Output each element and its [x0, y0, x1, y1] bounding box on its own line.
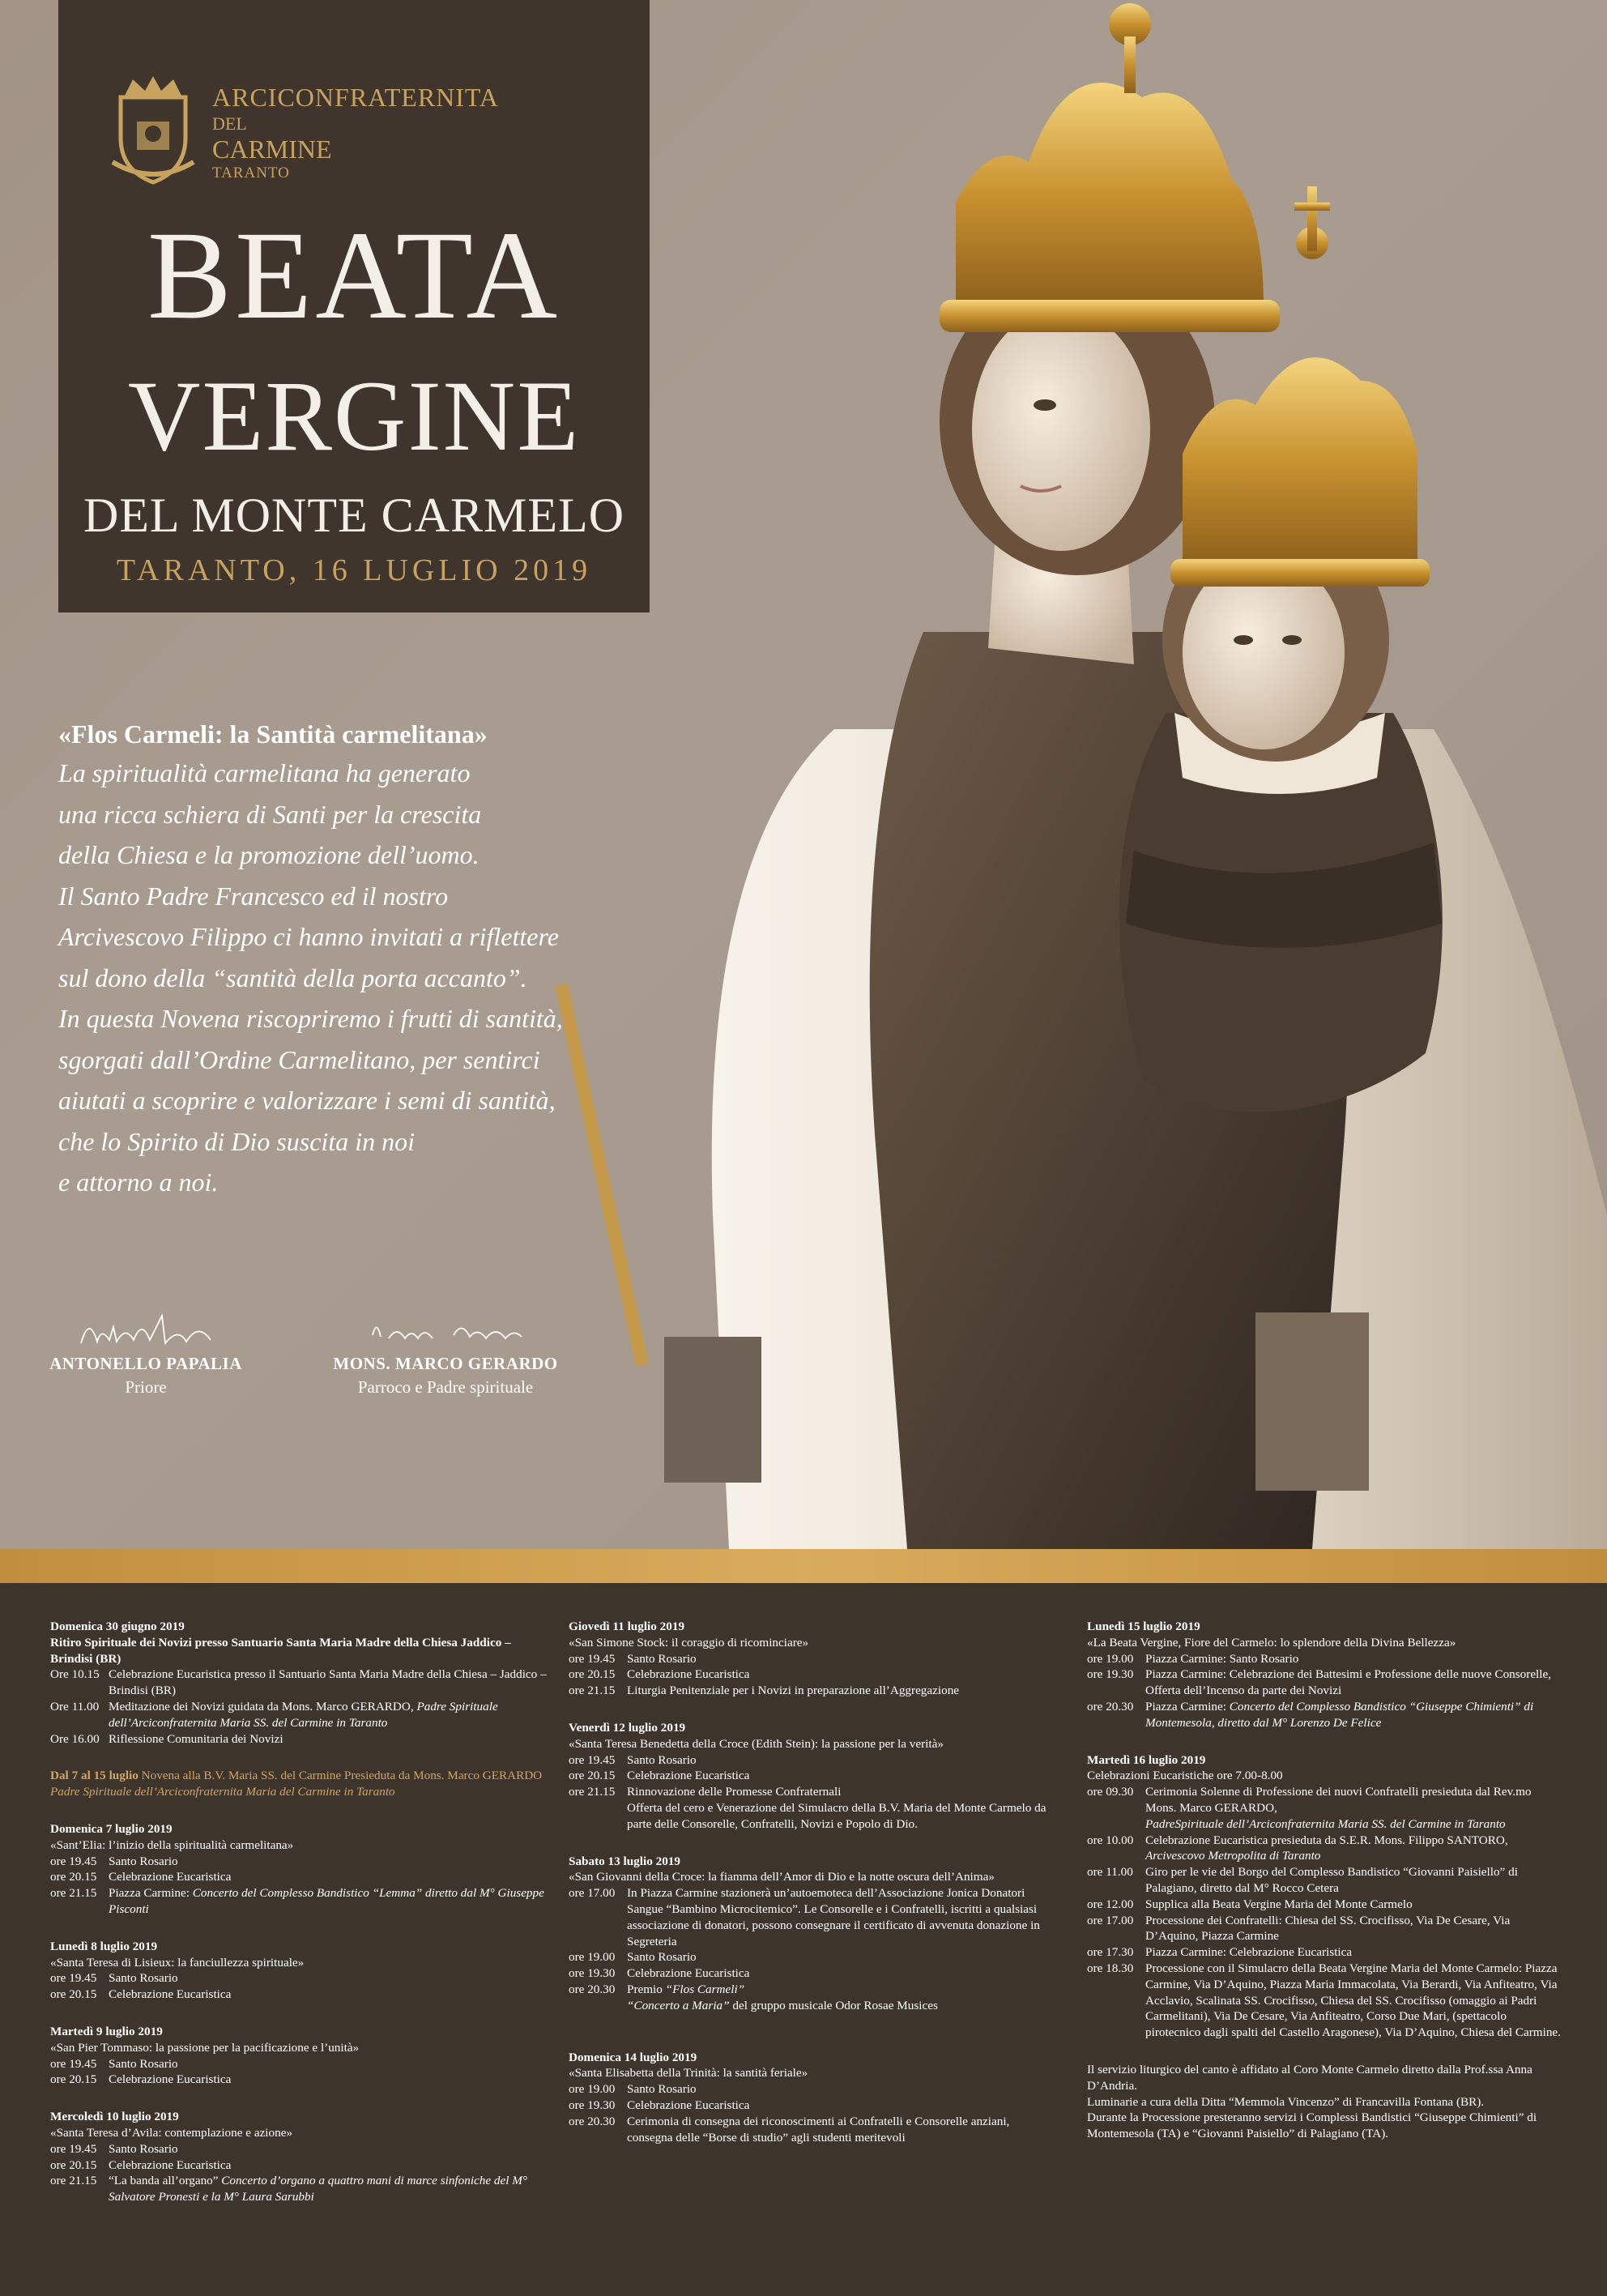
- program-row: [50, 2072, 552, 2088]
- row-text: Cerimonia di consegna dei riconoscimenti ai Confratelli e Consorelle anziani, consegna delle “Borse di studio” agli studenti meritevoli: [627, 2114, 1010, 2144]
- program-row: [50, 2173, 552, 2205]
- program-row: [569, 1982, 1046, 1998]
- program-row: [569, 1949, 1046, 1965]
- row-time: ore 20.15: [50, 2072, 97, 2087]
- row-text: Processione con il Simulacro della Beata Vergine Maria del Monte Carmelo: Piazza Carmine, Via D’Aquino, Piazza Maria Immacolata, Via Berardi, Via Anfiteatro, Via Acclavio, Scalinata SS. Crocifisso, Chiesa del SS. Crocifisso (omaggio ai Padri Carmelitani), Via De Cesare, Via Anfiteatro, Corso Due Mari, (spettacolo pirotecnico dagli spalti del Castello Aragonese), Via D’Aquino, Chiesa del Carmine.: [1145, 1961, 1561, 2040]
- signer-role: Priore: [125, 1377, 167, 1397]
- program-column-3: [1087, 1619, 1565, 2142]
- footer-note: Luminarie a cura della Ditta “Memmola Vincenzo” di Francavilla Fontana (BR).: [1087, 2094, 1485, 2109]
- row-text: Riflessione Comunitaria dei Novizi: [109, 1731, 283, 1746]
- program-row: [50, 1885, 552, 1918]
- day-date: Venerdì 12 luglio 2019: [569, 1720, 686, 1735]
- row-time: ore 20.30: [569, 1982, 616, 1996]
- day-theme: Celebrazioni Eucaristiche ore 7.00-8.00: [1087, 1769, 1283, 1783]
- row-text: Santo Rosario: [627, 1651, 697, 1666]
- footer-note: Il servizio liturgico del canto è affidato al Coro Monte Carmelo diretto dalla Prof.ssa Anna D’Andria.: [1087, 2062, 1532, 2093]
- row-text: Celebrazione Eucaristica presso il Santuario Santa Maria Madre della Chiesa – Jaddico – Brindisi (BR): [109, 1667, 547, 1698]
- intro-line: che lo Spirito di Dio suscita in noi: [58, 1126, 415, 1156]
- novena-text: Novena alla B.V. Maria SS. del Carmine Presieduta da Mons. Marco GERARDO: [141, 1769, 543, 1783]
- title-line1: BEATA: [147, 205, 561, 345]
- intro-line: della Chiesa e la promozione dell’uomo.: [58, 840, 480, 869]
- program-row: [569, 1768, 1046, 1784]
- row-time: ore 10.00: [1087, 1833, 1134, 1847]
- handwritten-signature: [340, 1311, 551, 1350]
- title-line3: DEL MONTE CARMELO: [83, 489, 625, 542]
- row-time: ore 09.30: [1087, 1785, 1134, 1799]
- row-time: ore 19.30: [569, 1966, 616, 1981]
- program-day: [1087, 1619, 1565, 1731]
- intro-line: sgorgati dall’Ordine Carmelitano, per sentirci: [58, 1044, 540, 1074]
- day-theme: «San Giovanni della Croce: la fiamma dell’Amor di Dio e la notte oscura dell’Anima»: [569, 1870, 995, 1884]
- program-row: [1087, 1864, 1565, 1897]
- program-row: [1087, 1651, 1565, 1667]
- signature-parroco: [324, 1311, 567, 1398]
- footer-note: Durante la Processione presteranno servizi i Complessi Bandistici “Giuseppe Chimienti” di Montemesola (TA) e “Giovanni Paisiello” di Palagiano (TA).: [1087, 2110, 1537, 2141]
- row-time: ore 19.30: [569, 2098, 616, 2112]
- row-text: Rinnovazione delle Promesse Confraternali: [627, 1785, 842, 1799]
- signer-name: MONS. MARCO GERARDO: [333, 1354, 558, 1373]
- day-theme: «Santa Elisabetta della Trinità: la santità feriale»: [569, 2066, 808, 2080]
- row-text-italic: Concerto d’organo a quattro mani di marce sinfoniche del M° Salvatore Pronesti e la M° Laura Sarubbi: [109, 2174, 527, 2204]
- row-text: Processione dei Confratelli: Chiesa del SS. Crocifisso, Via De Cesare, Via D’Aquino, Piazza Carmine: [1145, 1913, 1511, 1944]
- program-column-1: [50, 1619, 552, 2226]
- program-day: [50, 1821, 552, 1918]
- intro-line: sul dono della “santità della porta accanto”.: [58, 962, 527, 992]
- handwritten-signature: [65, 1311, 227, 1350]
- footer-notes: [1087, 2062, 1565, 2142]
- signer-name: ANTONELLO PAPALIA: [49, 1354, 242, 1373]
- row-text-italic: Concerto del Complesso Bandistico “Giuseppe Chimienti” di Montemesola, diretto dal M° Lorenzo De Felice: [1145, 1699, 1534, 1730]
- row-time: ore 21.15: [50, 1886, 97, 1901]
- program-row: [50, 1970, 552, 1987]
- row-text: Santo Rosario: [627, 1950, 697, 1965]
- row-text: Premio: [627, 1982, 663, 1996]
- row-text: Santo Rosario: [627, 1752, 697, 1767]
- madonna-statue-image: [502, 0, 1607, 1549]
- program-row: [50, 1731, 552, 1748]
- row-time: ore 19.00: [569, 2082, 616, 2097]
- program-row: [50, 1667, 552, 1699]
- intro-line: e attorno a noi.: [58, 1167, 219, 1197]
- row-text-italic: PadreSpirituale dell’Arciconfraternita Maria SS. del Carmine in Taranto: [1145, 1816, 1506, 1831]
- row-time: ore 19.30: [1087, 1667, 1134, 1682]
- row-time: ore 21.15: [569, 1785, 616, 1799]
- row-text-italic: Concerto del Complesso Bandistico “Lemma” diretto dal M° Giuseppe Pisconti: [109, 1886, 544, 1916]
- program-row: [50, 1987, 552, 2003]
- program-row: [1087, 1699, 1565, 1731]
- program-row: [1087, 1961, 1565, 2041]
- intro-line: una ricca schiera di Santi per la crescita: [58, 799, 482, 829]
- day-date: Sabato 13 luglio 2019: [569, 1854, 680, 1868]
- row-text: Celebrazione Eucaristica: [627, 1769, 750, 1783]
- row-time: ore 17.00: [1087, 1913, 1134, 1927]
- intro-line: Il Santo Padre Francesco ed il nostro: [58, 881, 449, 911]
- day-theme: «Santa Teresa d’Avila: contemplazione e azione»: [50, 2125, 293, 2140]
- novena-dates: Dal 7 al 15 luglio: [50, 1769, 139, 1783]
- row-time: ore 20.15: [569, 1769, 616, 1783]
- confraternity-crest-icon: [109, 73, 198, 186]
- signature-priore: [49, 1311, 243, 1398]
- row-extra-text: del gruppo musicale Odor Rosae Musices: [732, 1998, 938, 2012]
- row-text-italic: Padre Spirituale dell’Arciconfraternita Maria SS. del Carmine in Taranto: [109, 1699, 498, 1730]
- row-time: ore 19.45: [50, 2141, 97, 2156]
- program-row: [50, 2157, 552, 2174]
- program-day: [569, 1619, 1046, 1699]
- day-date: Lunedì 15 luglio 2019: [1087, 1620, 1200, 1633]
- program-row: [50, 2141, 552, 2157]
- program-row: [50, 1869, 552, 1885]
- day-theme: «La Beata Vergine, Fiore del Carmelo: lo splendore della Divina Bellezza»: [1087, 1635, 1456, 1649]
- row-extra: [569, 1998, 1046, 2014]
- signer-role: Parroco e Padre spirituale: [357, 1377, 534, 1397]
- program-day: [569, 2050, 1046, 2146]
- row-time: Ore 11.00: [50, 1699, 100, 1713]
- row-text: Celebrazione Eucaristica: [109, 2157, 232, 2172]
- row-time: ore 20.30: [569, 2114, 616, 2128]
- program-row: [569, 1667, 1046, 1683]
- row-text: In Piazza Carmine stazionerà un’autoemoteca dell’Associazione Jonica Donatori Sangue “Bambino Microcitemico”. Le Consorelle e i Confratelli, iscritti a qualsiasi associazione di donatori, possono consegnare il certificato di avvenuta donazione in Segreteria: [627, 1886, 1040, 1948]
- row-text: Santo Rosario: [627, 2082, 697, 2097]
- day-theme: «Santa Teresa di Lisieux: la fanciullezza spirituale»: [50, 1955, 305, 1970]
- row-time: ore 17.00: [569, 1886, 616, 1901]
- row-time: ore 20.15: [50, 2157, 97, 2172]
- row-text: “La banda all’organo”: [109, 2174, 219, 2188]
- row-time: ore 17.30: [1087, 1945, 1134, 1960]
- row-time: ore 20.15: [50, 1870, 97, 1884]
- intro-line: In questa Novena riscopriremo i frutti di santità,: [58, 1004, 563, 1033]
- intro-line: La spiritualità carmelitana ha generato: [58, 758, 471, 787]
- day-date: Domenica 7 luglio 2019: [50, 1821, 173, 1836]
- row-time: ore 20.30: [1087, 1699, 1134, 1713]
- program-row: [1087, 1944, 1565, 1961]
- program-day: [1087, 1752, 1565, 2041]
- row-time: ore 19.45: [569, 1651, 616, 1666]
- program-row: [50, 2056, 552, 2072]
- row-text: Santo Rosario: [109, 2141, 178, 2156]
- program-row: [569, 1651, 1046, 1667]
- title-line2: VERGINE: [127, 361, 581, 472]
- row-time: ore 19.00: [1087, 1651, 1134, 1666]
- row-time: ore 19.45: [569, 1752, 616, 1767]
- row-text: Meditazione dei Novizi guidata da Mons. Marco GERARDO,: [109, 1699, 414, 1713]
- row-text: Piazza Carmine: Santo Rosario: [1145, 1651, 1299, 1666]
- program-day: [50, 1619, 552, 1747]
- day-date: Giovedì 11 luglio 2019: [569, 1620, 685, 1633]
- row-time: ore 19.45: [50, 1854, 97, 1868]
- program-day: [50, 2024, 552, 2088]
- org-line4: TARANTO: [212, 164, 290, 181]
- program-row: [569, 2098, 1046, 2114]
- row-text: Giro per le vie del Borgo del Complesso Bandistico “Giovanni Paisiello” di Palagiano, diretto dal M° Rocco Cetera: [1145, 1865, 1518, 1895]
- program-day: [50, 2109, 552, 2205]
- program-row: [569, 1965, 1046, 1982]
- row-text: Celebrazione Eucaristica: [109, 2072, 232, 2087]
- row-time: Ore 16.00: [50, 1731, 100, 1746]
- row-text: Celebrazione Eucaristica: [109, 1987, 232, 2002]
- row-text: Celebrazione Eucaristica: [109, 1870, 232, 1884]
- program-row: [50, 1699, 552, 1731]
- day-theme: «San Simone Stock: il coraggio di ricominciare»: [569, 1635, 809, 1649]
- day-headline: Ritiro Spirituale dei Novizi presso Santuario Santa Maria Madre della Chiesa Jaddico – Brindisi (BR): [50, 1635, 511, 1666]
- intro-heading: «Flos Carmeli: la Santità carmelitana»: [58, 719, 488, 749]
- row-extra: Offerta del cero e Venerazione del Simulacro della B.V. Maria del Monte Carmelo da parte delle Consorelle, Confratelli, Novizi e Popolo di Dio.: [627, 1800, 1046, 1831]
- program-row: [569, 1683, 1046, 1699]
- intro-line: Arcivescovo Filippo ci hanno invitati a riflettere: [58, 922, 559, 951]
- row-time: Ore 10.15: [50, 1667, 100, 1682]
- row-time: ore 18.30: [1087, 1961, 1134, 1975]
- row-time: ore 19.45: [50, 2056, 97, 2071]
- title-panel: [58, 0, 650, 612]
- row-time: ore 20.15: [50, 1987, 97, 2002]
- program-row: [1087, 1784, 1565, 1832]
- row-text: Supplica alla Beata Vergine Maria del Monte Carmelo: [1145, 1897, 1413, 1911]
- novena-note: [50, 1768, 552, 1800]
- program-section: [0, 1583, 1607, 2296]
- day-theme: «Sant’Elia: l’inizio della spiritualità carmelitana»: [50, 1837, 294, 1852]
- row-text: Celebrazione Eucaristica: [627, 2098, 750, 2112]
- row-text-italic: Arcivescovo Metropolita di Taranto: [1145, 1849, 1321, 1863]
- row-time: ore 11.00: [1087, 1865, 1133, 1880]
- program-row: [569, 1784, 1046, 1800]
- day-date: Domenica 30 giugno 2019: [50, 1620, 185, 1633]
- program-row: [1087, 1667, 1565, 1699]
- organization-name: [212, 84, 499, 181]
- org-line2: DEL: [212, 113, 247, 134]
- row-text: Piazza Carmine: Celebrazione dei Battesimi e Professione delle nuove Consorelle, Offerta dell’Incenso da parte dei Novizi: [1145, 1667, 1552, 1698]
- program-row: [1087, 1897, 1565, 1913]
- gold-divider: [0, 1549, 1607, 1583]
- program-row: [569, 1885, 1046, 1949]
- intro-line: aiutati a scoprire e valorizzare i semi di santità,: [58, 1086, 556, 1115]
- program-row: [1087, 1913, 1565, 1945]
- row-text: Piazza Carmine:: [1145, 1699, 1226, 1713]
- day-date: Martedì 9 luglio 2019: [50, 2024, 163, 2038]
- program-day: [569, 1720, 1046, 1833]
- org-line1: ARCICONFRATERNITA: [212, 83, 500, 112]
- row-time: ore 21.15: [50, 2174, 97, 2188]
- program-row: [569, 2114, 1046, 2146]
- day-date: Domenica 14 luglio 2019: [569, 2050, 697, 2064]
- row-text: Celebrazione Eucaristica: [627, 1667, 750, 1682]
- row-text: Santo Rosario: [109, 2056, 178, 2071]
- row-text-italic: “Flos Carmeli”: [665, 1982, 745, 1996]
- row-text: Santo Rosario: [109, 1854, 178, 1868]
- row-text: Celebrazione Eucaristica presieduta da S.E.R. Mons. Filippo SANTORO,: [1145, 1833, 1508, 1847]
- row-text: Piazza Carmine: Celebrazione Eucaristica: [1145, 1945, 1353, 1960]
- intro-text: [58, 719, 593, 1203]
- row-time: ore 19.00: [569, 1950, 616, 1965]
- program-row: [569, 2081, 1046, 2098]
- program-day: [569, 1854, 1046, 2014]
- row-extra-italic: “Concerto a Maria”: [627, 1998, 730, 2012]
- day-date: Martedì 16 luglio 2019: [1087, 1752, 1206, 1767]
- program-row: [569, 1752, 1046, 1769]
- row-time: ore 12.00: [1087, 1897, 1134, 1911]
- program-column-2: [569, 1619, 1046, 2166]
- program-day: [50, 1939, 552, 2003]
- row-text: Cerimonia Solenne di Professione dei nuovi Confratelli presieduta dal Rev.mo Mons. Marco GERARDO,: [1145, 1785, 1532, 1815]
- day-theme: «Santa Teresa Benedetta della Croce (Edith Stein): la passione per la verità»: [569, 1736, 944, 1751]
- row-text: Piazza Carmine:: [109, 1886, 190, 1901]
- program-row: [50, 1854, 552, 1870]
- row-time: ore 21.15: [569, 1684, 616, 1698]
- novena-italic: Padre Spirituale dell’Arciconfraternita Maria del Carmine in Taranto: [50, 1785, 395, 1799]
- day-theme: «San Pier Tommaso: la passione per la pacificazione e l’unità»: [50, 2040, 360, 2055]
- row-text: Santo Rosario: [109, 1971, 178, 1986]
- row-time: ore 20.15: [569, 1667, 616, 1682]
- day-date: Mercoledì 10 luglio 2019: [50, 2110, 179, 2124]
- place-date: TARANTO, 16 LUGLIO 2019: [116, 553, 592, 587]
- row-time: ore 19.45: [50, 1971, 97, 1986]
- row-text: Celebrazione Eucaristica: [627, 1966, 750, 1981]
- org-line3: CARMINE: [212, 134, 332, 164]
- row-text: Liturgia Penitenziale per i Novizi in preparazione all’Aggregazione: [627, 1684, 960, 1698]
- program-row: [1087, 1833, 1565, 1865]
- day-date: Lunedì 8 luglio 2019: [50, 1939, 158, 1953]
